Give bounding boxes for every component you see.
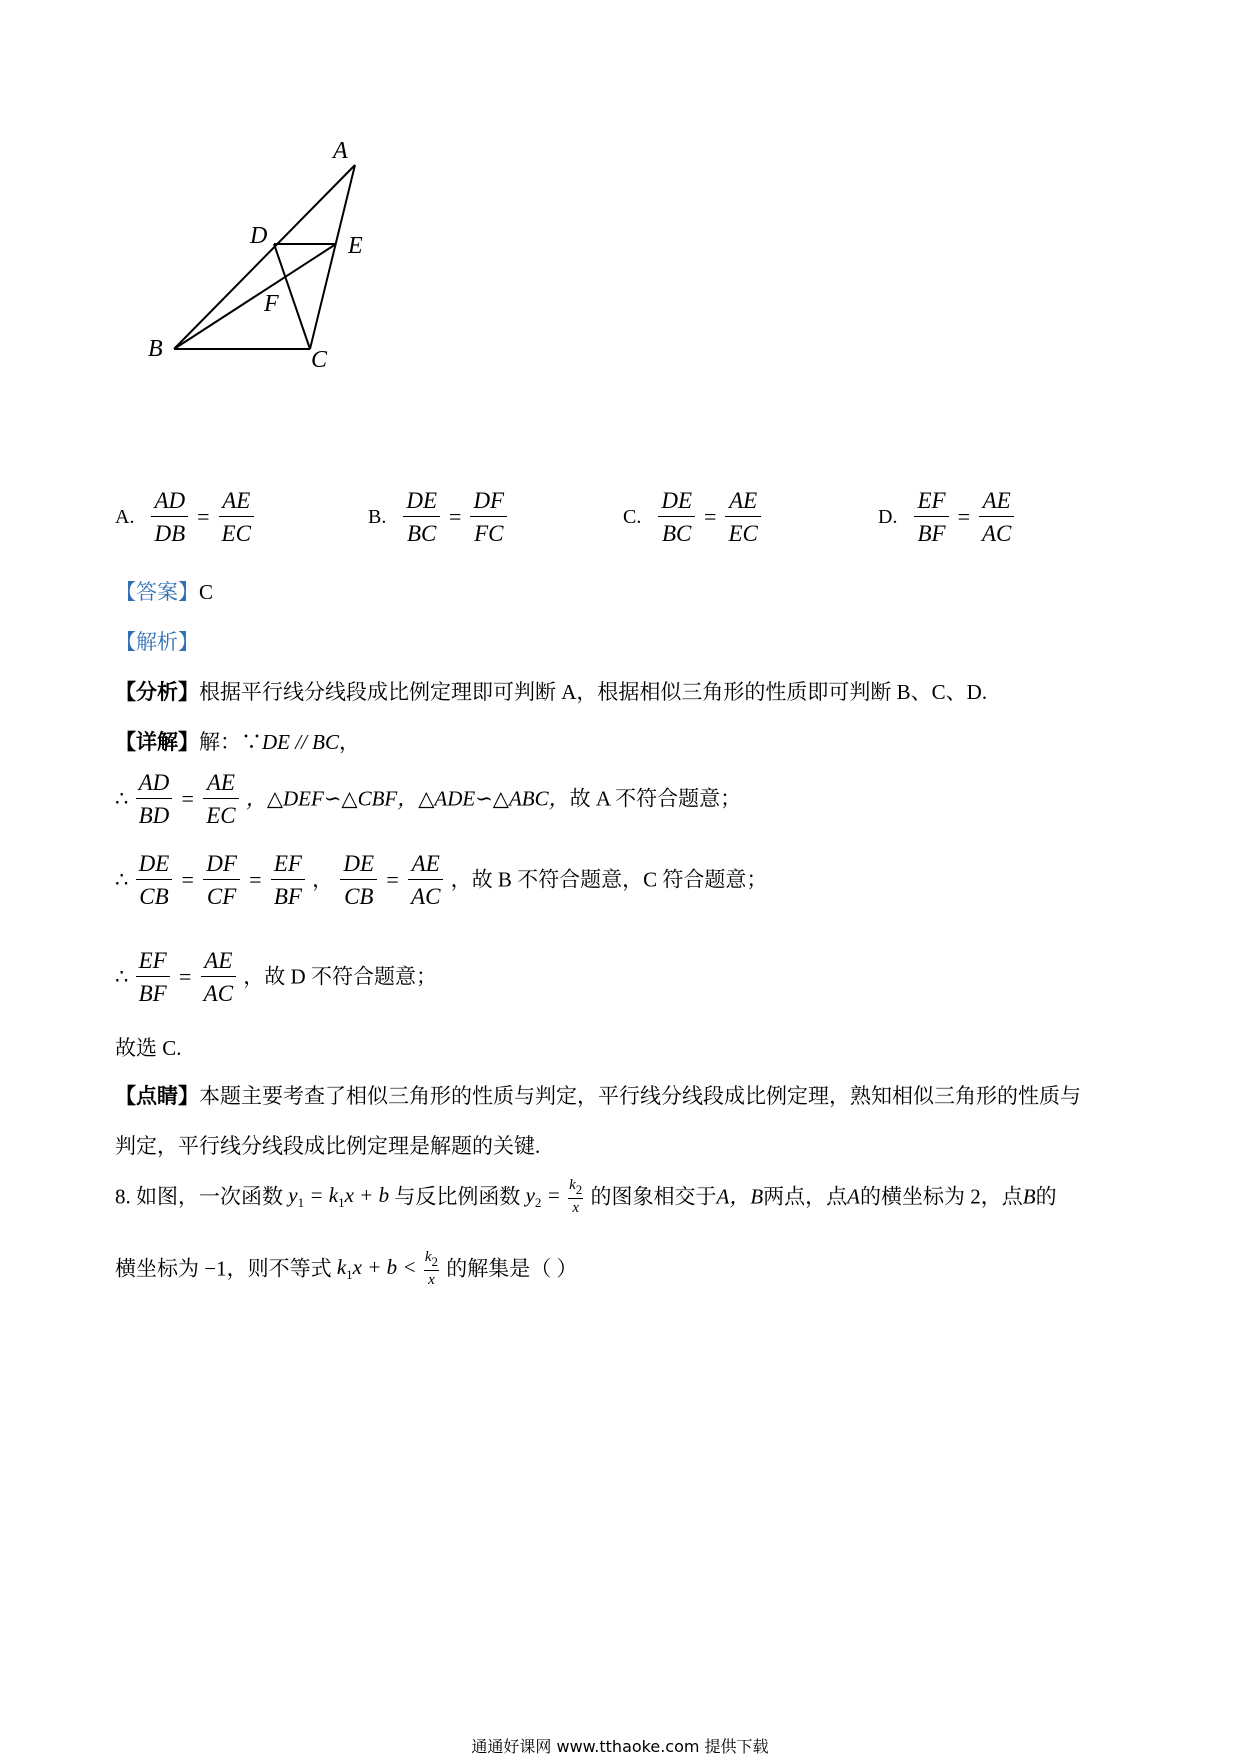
answer-tag: 【答案】	[115, 580, 199, 604]
step1-line: ∴ $\frac{AD}{BD}$ = $\frac{AE}{EC}$ ，△DEF∽△CBF，△ADE∽△ABC，故 A 不符合题意；	[115, 770, 742, 828]
option-a: A. $\frac{AD}{DB}$ = $\frac{AE}{EC}$	[115, 489, 256, 545]
triangle-figure	[130, 120, 390, 380]
label-C: C	[311, 347, 328, 373]
dianjing-line1: 【点睛】本题主要考查了相似三角形的性质与判定，平行线分线段成比例定理，熟知相似三角形的性质与	[115, 1084, 1081, 1108]
fenxi-line	[115, 682, 987, 703]
footer-text: 通通好课网 www.tthaoke.com 提供下载	[471, 1737, 769, 1756]
answer-value: C	[199, 580, 214, 604]
label-F: F	[264, 291, 279, 317]
fenxi-tag: 【分析】	[115, 680, 199, 704]
dianjing-tag: 【点睛】	[115, 1084, 199, 1108]
dianjing-line2: 判定，平行线分线段成比例定理是解题的关键.	[115, 1134, 541, 1158]
fenxi-text: 根据平行线分线段成比例定理即可判断 A，根据相似三角形的性质即可判断 B、C、D.	[199, 680, 988, 704]
analysis-tag: 【解析】	[115, 630, 199, 654]
label-D: D	[250, 223, 268, 249]
xiangjie-tag: 【详解】	[115, 730, 199, 754]
conclusion-line: 故选 C.	[115, 1036, 182, 1060]
q8-line1: 8. 如图，一次函数 $y_1 = k_1x + b$ 与反比例函数 $y_2$ = $\frac{k2}{x}$ 的图象相交于A，B两点，点A的横坐标为 2，点B的	[115, 1177, 1057, 1216]
q8-line2: 横坐标为 −1，则不等式 $k_1x + b$ < $\frac{k2}{x}$ 的解集是（ ）	[115, 1249, 578, 1288]
step3-line: ∴ $\frac{EF}{BF}$ = $\frac{AE}{AC}$ ，故 D 不符合题意；	[115, 948, 437, 1006]
segment-BE	[174, 244, 336, 349]
step2-line: ∴ $\frac{DE}{CB}$ = $\frac{DF}{CF}$ = $\frac{EF}{BF}$ ， $\frac{DE}{CB}$ = $\frac{AE}{AC}$ ，故 B 不符合题意，C 符合题意；	[115, 851, 768, 909]
option-d: D. $\frac{EF}{BF}$ = $\frac{AE}{AC}$	[878, 489, 1016, 545]
answer-line	[115, 582, 213, 603]
option-c: C. $\frac{DE}{BC}$ = $\frac{AE}{EC}$	[623, 489, 763, 545]
segment-DC	[274, 244, 310, 349]
option-b: B. $\frac{DE}{BC}$ = $\frac{DF}{FC}$	[368, 489, 509, 545]
label-B: B	[148, 336, 163, 362]
label-E: E	[348, 233, 363, 259]
segment-AB	[174, 165, 355, 349]
analysis-line	[115, 632, 199, 653]
xiangjie-line: 【详解】解：∵DE // BC，	[115, 730, 360, 754]
label-A: A	[333, 138, 348, 164]
